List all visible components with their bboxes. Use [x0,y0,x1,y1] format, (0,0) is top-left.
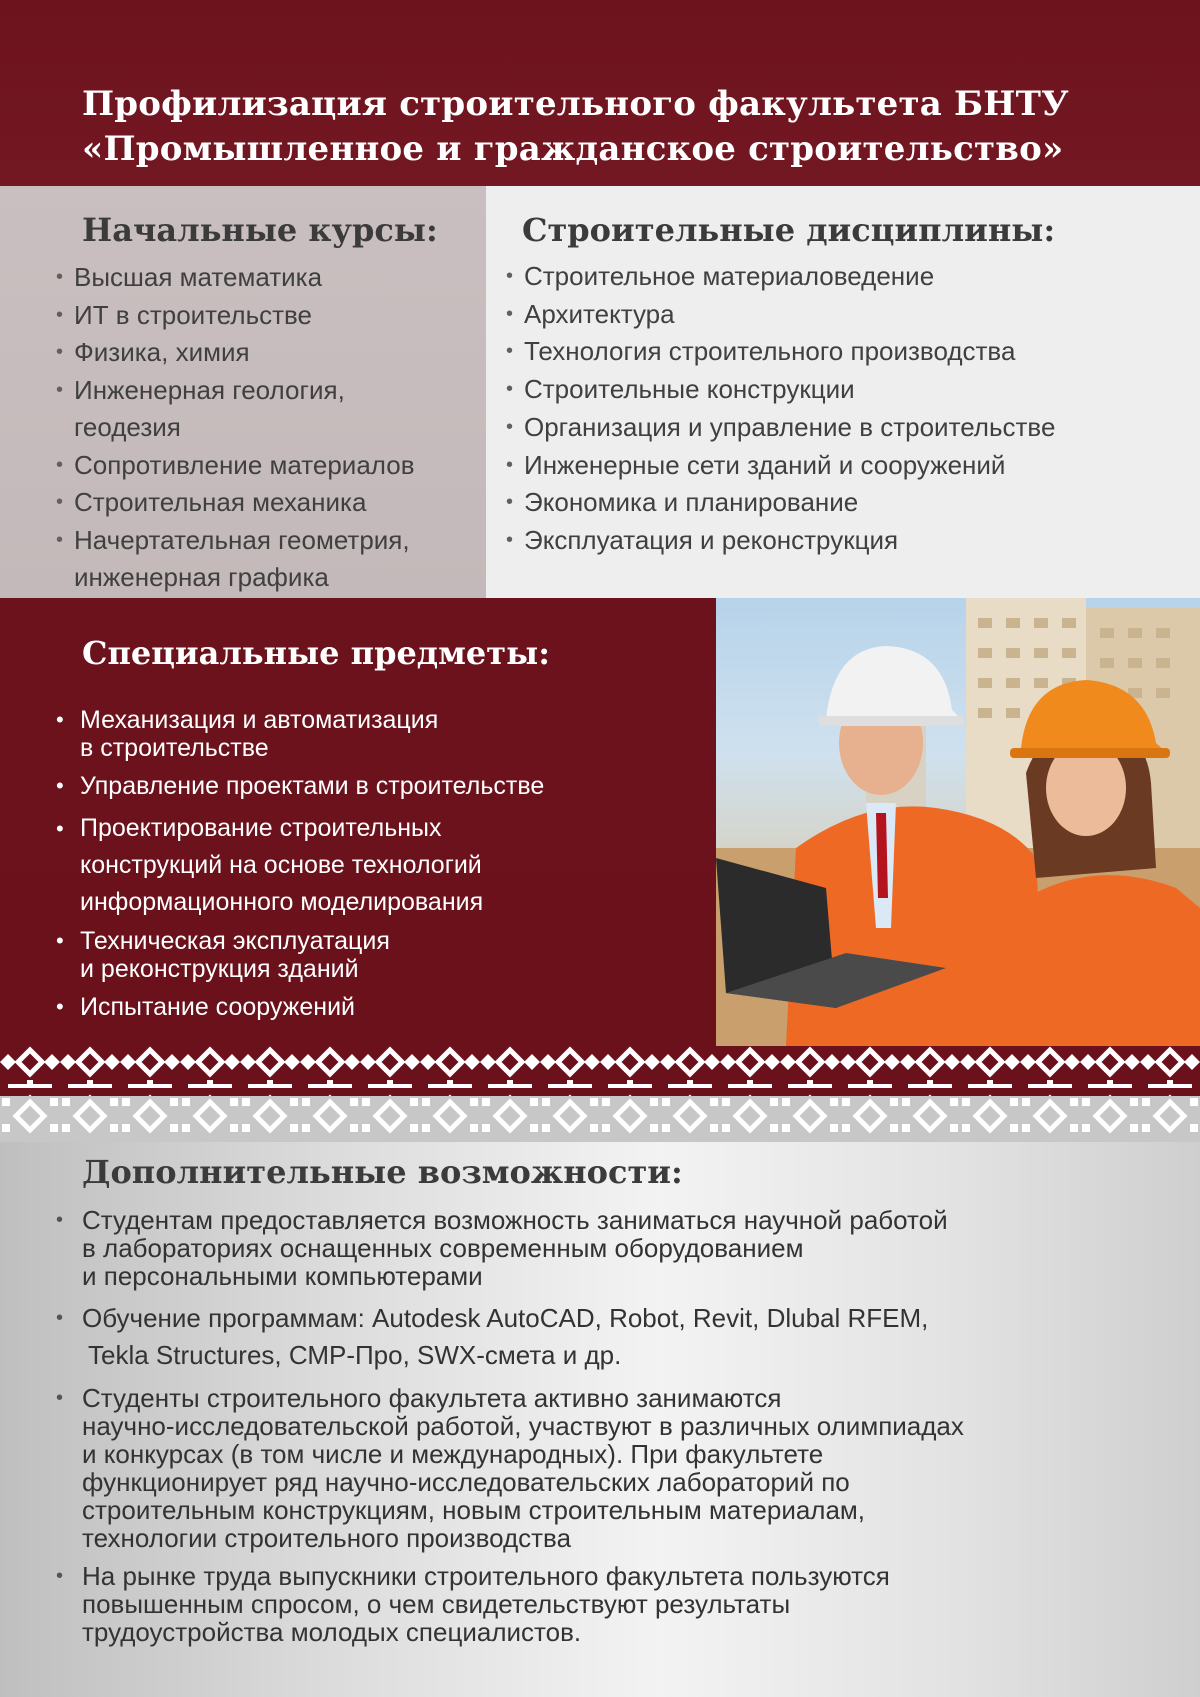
list-item: • Экономика и планирование [506,484,1186,522]
list-item: • Сопротивление материалов [56,447,476,485]
ornament-band [0,1046,1200,1142]
page-title [82,82,1069,172]
list-item: • Физика, химия [56,334,476,372]
list-item: • Начертательная геометрия, инженерная графика [56,522,476,597]
list-item: • Инженерные сети зданий и сооружений [506,447,1186,485]
list-item: • Высшая математика [56,259,476,297]
extra-opportunities-heading: Дополнительные возможности: [82,1153,683,1191]
extra-opportunities-list [56,1206,1166,1656]
list-item: • Обучение программам: Autodesk AutoCAD, Robot, Revit, Dlubal RFEM, Tekla Structures, СМР-Про, SWX-смета и др. [56,1300,1166,1374]
list-item: • Проектирование строительных конструкций на основе технологий информационного моделирования [56,810,696,921]
header-banner [0,0,1200,186]
disciplines-list [506,258,1186,560]
list-item: • Техническая эксплуатация и реконструкция зданий [56,927,696,983]
list-item: • Организация и управление в строительстве [506,409,1186,447]
list-item: • Строительное материаловедение [506,258,1186,296]
engineers-illustration [716,598,1200,1046]
initial-courses-panel [0,186,486,598]
ornament-pattern [0,1046,1200,1142]
list-item: • Инженерная геология, геодезия [56,372,476,447]
list-item: • Управление проектами в строительстве [56,772,696,800]
list-item: • Технология строительного производства [506,333,1186,371]
special-subjects-list [56,706,696,1031]
list-item: • На рынке труда выпускники строительного факультета пользуются повышенным спросом, о чем свидетельствуют результаты трудоустройства молодых специалистов. [56,1562,1166,1646]
title-line-1: Профилизация строительного факультета БНТУ [82,84,1069,124]
special-subjects-panel [0,598,716,1046]
initial-courses-list [56,259,476,597]
engineers-photo [716,598,1200,1046]
list-item: • Студентам предоставляется возможность заниматься научной работой в лабораториях оснащенных современным оборудованием и персональными компьютерами [56,1206,1166,1290]
list-item: • Испытание сооружений [56,993,696,1021]
disciplines-panel [486,186,1200,598]
special-subjects-heading: Специальные предметы: [82,634,550,672]
initial-courses-heading: Начальные курсы: [82,211,438,249]
list-item: • Эксплуатация и реконструкция [506,522,1186,560]
title-line-2: «Промышленное и гражданское строительство» [82,129,1064,169]
list-item: • ИТ в строительстве [56,297,476,335]
list-item: • Строительные конструкции [506,371,1186,409]
list-item: • Строительная механика [56,484,476,522]
disciplines-heading: Строительные дисциплины: [522,211,1056,249]
list-item: • Студенты строительного факультета активно занимаются научно-исследовательской работой, участвуют в различных олимпиадах и конкурсах (в том числе и международных). При факультете функционирует ряд научно-исследовательских лабораторий по строительным конструкциям, новым строительным материалам, технологии строительного производства [56,1384,1166,1552]
list-item: • Механизация и автоматизация в строительстве [56,706,696,762]
list-item: • Архитектура [506,296,1186,334]
extra-opportunities-panel [0,1142,1200,1697]
